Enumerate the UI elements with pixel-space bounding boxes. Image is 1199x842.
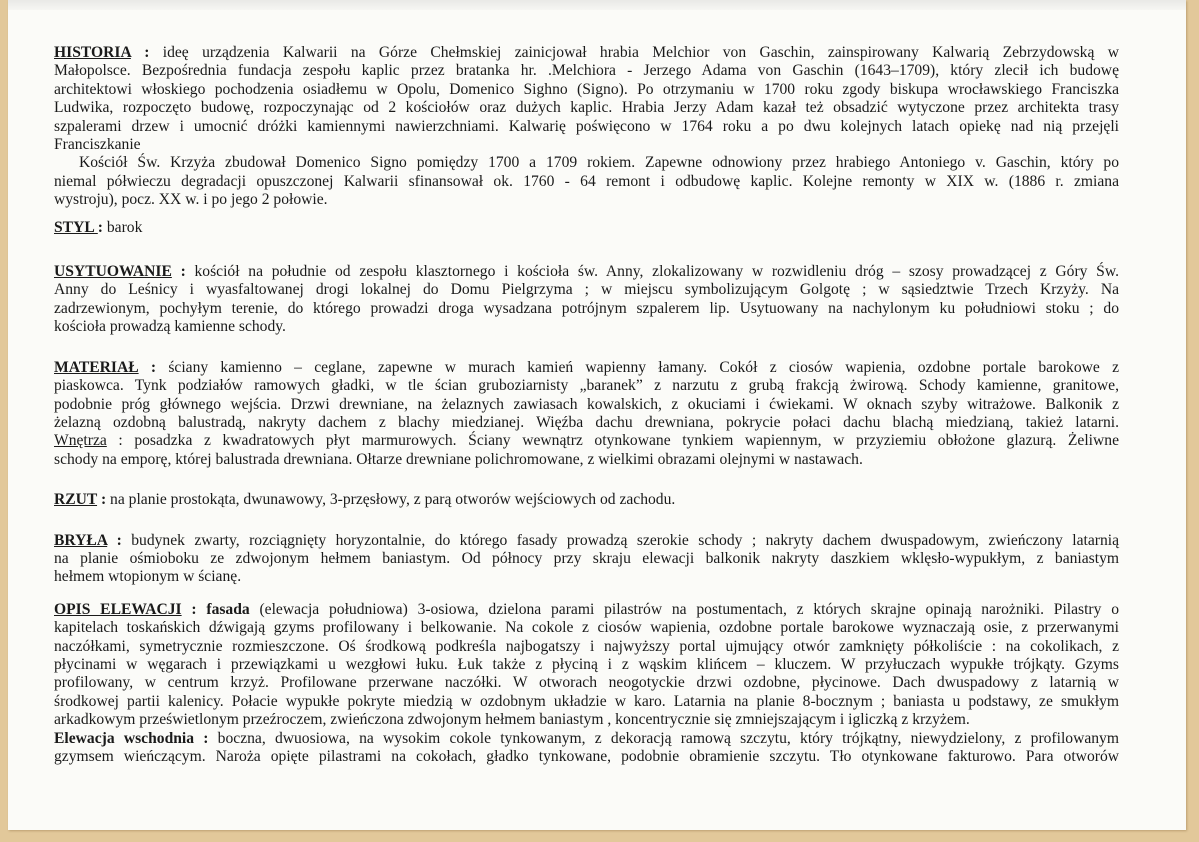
text-line: podobnie próg głównego wejścia. Drzwi drewniane, na żelaznych zawiasach kowalskich, z okuciami i ćwiekami. W oknach szyby witrażowe. Balkonik z bbox=[54, 395, 1119, 413]
subheading-fasada: fasada bbox=[206, 600, 250, 618]
subheading-elewacja-wschodnia: Elewacja wschodnia : bbox=[54, 729, 209, 747]
text-line: niemal półwieczu degradacji opuszczonej Kalwarii sfinansował ok. 1760 - 64 remont i odbudowę kaplic. Kolejne remonty w XIX w. (1886 r. zmiana bbox=[54, 172, 1119, 190]
heading-rzut: RZUT bbox=[54, 491, 98, 509]
text-line: (elewacja południowa) 3-osiowa, dzielona parami pilastrów na postumentach, z których skrajne opinają narożniki. Pilastry o bbox=[249, 600, 1119, 618]
section-material: MATERIAŁ : ściany kamienno – ceglane, zapewne w murach kamień wapienny łamany. Cokół z ciosów wapienia, ozdobne portale barokowe z piaskowca. Tynk podziałów ramowych gładki, w tle ścian gruboziarnisty „baranek” z narzutu z grubą frakcją żwirową. Schody kamienne, granitowe, podobnie próg głównego wejścia. Drzwi drewniane, na żelaznych zawiasach kowalskich, z okuciami i ćwiekami. W oknach szyby witrażowe. Balkonik z żelazną ozdobną balustradą, nakryty dachem z blachy miedzianej. Więźba dachu drewniana, pokrycie połaci dachu blachą miedzianą, takież latarni. Wnętrza : posadzka z kwadratowych płyt marmurowych. Ściany wewnątrz otynkowane tynkiem wapiennym, w przyziemiu obłożone glazurą. Żeliwne schody na emporę, której balustrada drewniana. Ołtarze drewniane polichromowane, z wielkimi obrazami olejnymi w nastawach. bbox=[54, 358, 1119, 468]
text-line: ściany kamienno – ceglane, zapewne w murach kamień wapienny łamany. Cokół z ciosów wapienia, ozdobne portale barokowe z bbox=[168, 358, 1119, 376]
text-line: zadrzewionym, pochyłym terenie, do którego prowadzi droga wysadzana potrójnym szpalerem lip. Usytuowany na nachylonym ku południowi stoku ; do bbox=[54, 299, 1119, 317]
section-bryla: BRYŁA : budynek zwarty, rozciągnięty horyzontalnie, do którego fasady prowadzą szerokie schody ; nakryty dachem dwuspadowym, zwieńczony latarnią na planie ośmioboku ze zdwojonym hełmem baniastym. Od północy przy skraju elewacji balkonik nakryty daszkiem wklęsło-wypukłym, z baniastym hełmem wtopionym w ścianę. bbox=[54, 531, 1119, 586]
text-line: hełmem wtopionym w ścianę. bbox=[54, 568, 242, 586]
text-line: kościół na południe od zespołu klasztornego i kościoła św. Anny, zlokalizowany w rozwidleniu dróg – szosy prowadzącej z Góry Św. bbox=[194, 263, 1119, 281]
section-historia-church bbox=[54, 154, 1119, 209]
text-line: szpalerami drzew i umocnić dróżki kamiennymi nawierzchniami. Kalwarię poświęcono w 1764 roku a po dwu kolejnych latach opiekę nad nią przejęli bbox=[54, 117, 1119, 135]
text-line: : posadzka z kwadratowych płyt marmurowych. Ściany wewnątrz otynkowane tynkiem wapiennym, w przyziemiu obłożone glazurą. Żeliwne bbox=[106, 432, 1119, 450]
section-historia: HISTORIA : ideę urządzenia Kalwarii na Górze Chełmskiej zainicjował hrabia Melchior von Gaschin, zainspirowany Kalwarią Zebrzydowską w Małopolsce. Bezpośrednia fundacja zespołu kaplic przez bratanka hr. .Melchiora - Jerzego Adama von Gaschin (1643–1709), który zlecił ich budowę architektowi włoskiego pochodzenia osiadłemu w Opolu, Domenico Sighno (Signo). Po otrzymaniu w 1700 roku zgody biskupa wrocławskiego Franciszka Ludwika, rozpoczęto budowę, rozpoczynając od 2 kościołów oraz dużych kaplic. Hrabia Jerzy Adam kazał też obsadzić wytyczone przez architekta trasy szpalerami drzew i umocnić dróżki kamiennymi nawierzchniami. Kalwarię poświęcono w 1764 roku a po dwu kolejnych latach opiekę nad nią przejęli Franciszkanie bbox=[54, 44, 1119, 154]
subheading-wnetrza: Wnętrza bbox=[54, 432, 107, 450]
text-line: Ludwika, rozpoczęto budowę, rozpoczynając od 2 kościołów oraz dużych kaplic. Hrabia Jerzy Adam kazał też obsadzić wytyczone przez architekta trasy bbox=[54, 99, 1119, 117]
styl-value: barok bbox=[106, 218, 143, 236]
text-line: Kościół Św. Krzyża zbudował Domenico Signo pomiędzy 1700 a 1709 rokiem. Zapewne odnowiony przez hrabiego Antoniego v. Gaschin, który po bbox=[79, 154, 1119, 172]
text-line: Małopolsce. Bezpośrednia fundacja zespołu kaplic przez bratanka hr. .Melchiora - Jerzego Adama von Gaschin (1643–1709), który zlecił ich budowę bbox=[54, 62, 1119, 80]
section-rzut: RZUT : na planie prostokąta, dwunawowy, 3-przęsłowy, z parą otworów wejściowych od zachodu. bbox=[54, 491, 676, 509]
text-line: kościoła prowadzą kamienne schody. bbox=[54, 318, 286, 336]
text-line: arkadkowym prześwietlonym przeźroczem, zwieńczona zdwojonym hełmem baniastym , koncentrycznie się zmniejszającym i igliczką z krzyżem. bbox=[54, 711, 970, 729]
text-line: naczółkami, symetrycznie rozmieszczone. Oś środkową podkreśla najbogatszy i najwyższy portal ujmujący otwór zamknięty półkoliście : na cokolikach, z bbox=[54, 637, 1119, 655]
text-line: gzymsem wieńczącym. Naroża opięte pilastrami na cokołach, gładko tynkowane, podobnie obramienie szczytu. Tło otynkowane fakturowo. Para otworów bbox=[54, 748, 1119, 765]
text-line: środkowej partii kalenicy. Połacie wypukłe pokryte miedzią w ozdobnym układzie w karo. Latarnia na planie 8-bocznym ; baniasta u podstawy, ze smukłym bbox=[54, 692, 1119, 710]
heading-material: MATERIAŁ bbox=[54, 358, 139, 376]
section-opis-elewacji: OPIS ELEWACJI : fasada (elewacja południowa) 3-osiowa, dzielona parami pilastrów na postumentach, z których skrajne opinają narożniki. Pilastry o kapitelach toskańskich dźwigają gzyms profilowany i belkowanie. Na cokole z ciosów wapienia, ozdobne portale barokowe wyznaczają osie, z przerwanymi naczółkami, symetrycznie rozmieszczone. Oś środkową podkreśla najbogatszy i najwyższy portal ujmujący otwór zamknięty półkoliście : na cokolikach, z płycinami w węgarach i przewiązkami u wezgłowi łuku. Łuk także z płyciną i z wąskim klińcem – kluczem. W przyłuczach wypukłe trójkąty. Gzyms profilowany, w centrum krzyż. Profilowane przerwane naczółki. W otworach neogotyckie drzwi ozdobne, płycinowe. Dach dwuspadowy z latarnią w środkowej partii kalenicy. Połacie wypukłe pokryte miedzią w ozdobnym układzie w karo. Latarnia na planie 8-bocznym ; baniasta u podstawy, ze smukłym arkadkowym prześwietlonym przeźroczem, zwieńczona zdwojonym hełmem baniastym , koncentrycznie się zmniejszającym i igliczką z krzyżem. Elewacja wschodnia : boczna, dwuosiowa, na wysokim cokole tynkowanym, z dekoracją ramową szczytu, który trójkątny, niewydzielony, z profilowanym gzymsem wieńczącym. Naroża opięte pilastrami na cokołach, gładko tynkowane, podobnie obramienie szczytu. Tło otynkowane fakturowo. Para otworów bbox=[54, 600, 1119, 765]
text-line: płycinami w węgarach i przewiązkami u wezgłowi łuku. Łuk także z płyciną i z wąskim klińcem – kluczem. W przyłuczach wypukłe trójkąty. Gzyms bbox=[54, 655, 1119, 673]
text-line: budynek zwarty, rozciągnięty horyzontalnie, do którego fasady prowadzą szerokie schody ; nakryty dachem dwuspadowym, zwieńczony latarnią bbox=[131, 531, 1119, 549]
section-styl: STYL : barok bbox=[54, 218, 143, 236]
text-line: schody na emporę, której balustrada drewniana. Ołtarze drewniane polichromowane, z wielkimi obrazami olejnymi w nastawach. bbox=[54, 450, 863, 468]
heading-bryla: BRYŁA bbox=[54, 531, 108, 549]
heading-opis-elewacji: OPIS ELEWACJI bbox=[54, 600, 182, 618]
text-line: ideę urządzenia Kalwarii na Górze Chełmskiej zainicjował hrabia Melchior von Gaschin, zainspirowany Kalwarią Zebrzydowską w bbox=[162, 44, 1119, 61]
text-line: piaskowca. Tynk podziałów ramowych gładki, w tle ścian gruboziarnisty „baranek” z narzutu z grubą frakcją żwirową. Schody kamienne, granitowe, bbox=[54, 377, 1119, 395]
text-line: architektowi włoskiego pochodzenia osiadłemu w Opolu, Domenico Sighno (Signo). Po otrzymaniu w 1700 roku zgody biskupa wrocławskiego Franciszka bbox=[54, 80, 1119, 98]
document-body bbox=[54, 44, 1119, 766]
heading-historia: HISTORIA bbox=[54, 44, 131, 61]
text-line: Anny do Leśnicy i wyasfaltowanej drogi lokalnej do Domu Pielgrzyma ; w miejscu symbolizującym Golgotę ; w sąsiedztwie Trzech Krzyży. Na bbox=[54, 281, 1119, 299]
rzut-value: na planie prostokąta, dwunawowy, 3-przęsłowy, z parą otworów wejściowych od zachodu. bbox=[110, 491, 676, 509]
text-line: kapitelach toskańskich dźwigają gzyms profilowany i belkowanie. Na cokole z ciosów wapienia, ozdobne portale barokowe wyznaczają osie, z przerwanymi bbox=[54, 619, 1119, 637]
text-line: na planie ośmioboku ze zdwojonym hełmem baniastym. Od północy przy skraju elewacji balkonik nakryty daszkiem wklęsło-wypukłym, z baniastym bbox=[54, 549, 1119, 567]
text-line: Franciszkanie bbox=[54, 136, 141, 154]
heading-usytuowanie: USYTUOWANIE bbox=[54, 263, 172, 281]
text-line: boczna, dwuosiowa, na wysokim cokole tynkowanym, z dekoracją ramową szczytu, który trójkątny, niewydzielony, z profilowanym bbox=[208, 729, 1119, 747]
document-page bbox=[8, 0, 1186, 830]
heading-styl: STYL bbox=[54, 218, 98, 236]
scan-top-edge bbox=[8, 0, 1186, 10]
section-usytuowanie: USYTUOWANIE : kościół na południe od zespołu klasztornego i kościoła św. Anny, zlokalizowany w rozwidleniu dróg – szosy prowadzącej z Góry Św. Anny do Leśnicy i wyasfaltowanej drogi lokalnej do Domu Pielgrzyma ; w miejscu symbolizującym Golgotę ; w sąsiedztwie Trzech Krzyży. Na zadrzewionym, pochyłym terenie, do którego prowadzi droga wysadzana potrójnym szpalerem lip. Usytuowany na nachylonym ku południowi stoku ; do kościoła prowadzą kamienne schody. bbox=[54, 263, 1119, 336]
text-line: profilowany, w centrum krzyż. Profilowane przerwane naczółki. W otworach neogotyckie drzwi ozdobne, płycinowe. Dach dwuspadowy z latarnią w bbox=[54, 674, 1119, 692]
text-line: żelazną ozdobną balustradą, nakryty dachem z blachy miedzianej. Więźba dachu drewniana, pokrycie połaci dachu blachą miedzianą, takież latarni. bbox=[54, 413, 1119, 431]
text-line: wystroju), pocz. XX w. i po jego 2 połowie. bbox=[54, 191, 328, 209]
